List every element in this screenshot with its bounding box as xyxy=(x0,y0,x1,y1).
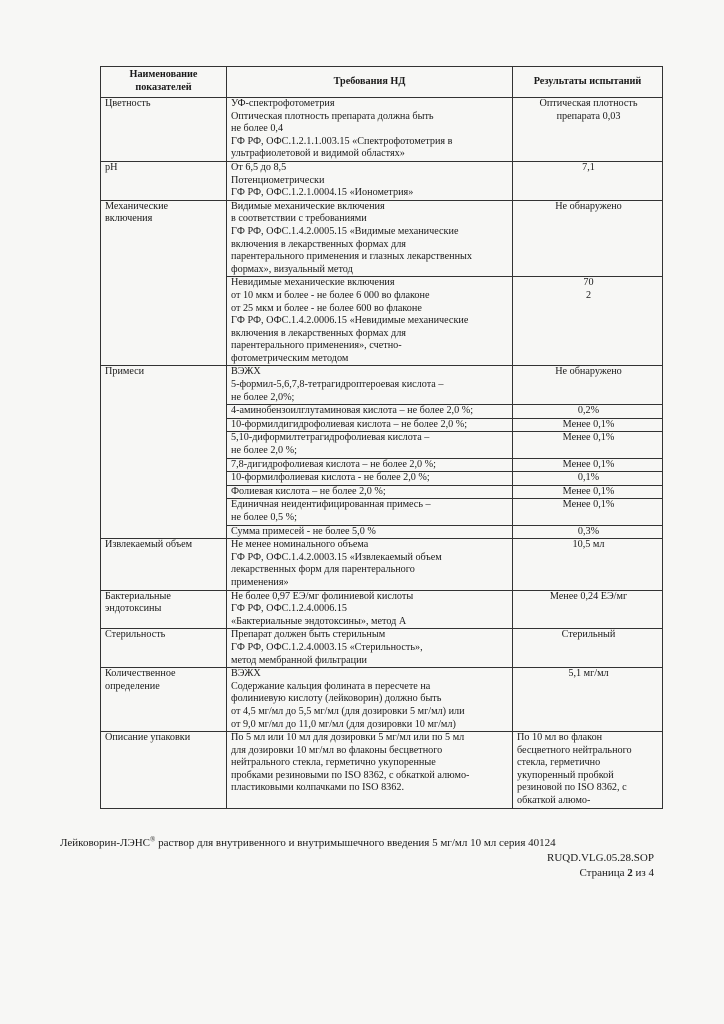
requirement-line: Оптическая плотность препарата должна быть xyxy=(231,110,434,122)
requirement-line: Единичная неидентифицированная примесь – xyxy=(231,499,431,511)
requirement-line: ГФ РФ, ОФС.1.2.1.1.003.15 «Спектрофотометрия в xyxy=(231,135,453,147)
page-number xyxy=(579,866,654,881)
result-cell xyxy=(513,499,663,525)
indicator-cell xyxy=(101,366,227,539)
requirement-cell xyxy=(227,590,513,629)
requirement-line: от 9,0 мг/мл до 11,0 мг/мл (для дозировки 10 мг/мл) xyxy=(231,718,456,730)
requirement-line: От 6,5 до 8,5 xyxy=(231,161,287,173)
requirement-line: Не более 0,97 ЕЭ/мг фолиниевой кислоты xyxy=(231,590,414,602)
result-line: Стерильный xyxy=(561,629,616,641)
result-line: 2 xyxy=(585,289,592,301)
indicator-cell xyxy=(101,161,227,200)
result-cell xyxy=(513,98,663,162)
requirement-line: Сумма примесей - не более 5,0 % xyxy=(231,525,376,537)
requirement-cell xyxy=(227,668,513,732)
requirement-line: не более 2,0%; xyxy=(231,391,295,403)
result-line: Менее 0,1% xyxy=(562,485,615,497)
requirement-line: Фолиевая кислота – не более 2,0 %; xyxy=(231,485,386,497)
requirement-cell xyxy=(227,98,513,162)
requirement-line: 10-формилфолиевая кислота - не более 2,0 %; xyxy=(231,472,430,484)
requirement-line: Невидимые механические включения xyxy=(231,277,395,289)
table-row xyxy=(101,539,663,590)
table-row xyxy=(101,732,663,809)
result-cell xyxy=(513,418,663,432)
requirement-cell xyxy=(227,629,513,668)
result-line: По 10 мл во флакон xyxy=(517,732,603,744)
requirement-line: не более 0,5 %; xyxy=(231,512,297,523)
indicator-line: Описание упаковки xyxy=(105,732,191,744)
requirement-line: ультрафиолетовой и видимой областях» xyxy=(231,148,405,160)
requirement-line: от 4,5 мг/мл до 5,5 мг/мл (для дозировки 5 мг/мл) или xyxy=(231,705,465,717)
requirement-line: ГФ РФ, ОФС.1.2.4.0003.15 «Стерильность», xyxy=(231,641,423,653)
indicator-line: Механические xyxy=(105,200,169,212)
requirement-line: ГФ РФ, ОФС.1.2.4.0006.15 xyxy=(231,603,348,615)
requirement-cell xyxy=(227,432,513,458)
requirement-line: формах», визуальный метод xyxy=(231,263,353,275)
requirement-line: 5,10-диформилтетрагидрофолиевая кислота – xyxy=(231,432,430,444)
requirement-line: ГФ РФ, ОФС.1.4.2.0003.15 «Извлекаемый объем xyxy=(231,551,442,563)
page-total: 4 xyxy=(648,867,654,879)
requirement-line: парентерального применения», счетно- xyxy=(231,340,402,352)
indicator-cell xyxy=(101,539,227,590)
requirement-cell xyxy=(227,200,513,277)
indicator-line: Извлекаемый объем xyxy=(105,539,193,551)
requirement-line: включения в лекарственных формах для xyxy=(231,238,406,250)
requirement-line: пробками резиновыми по ISO 8362, с обкаткой алюмо- xyxy=(231,769,470,781)
indicator-cell xyxy=(101,732,227,809)
result-cell xyxy=(513,366,663,405)
result-line: 70 xyxy=(583,277,594,289)
result-line: 7,1 xyxy=(582,161,595,173)
requirement-line: не более 2,0 %; xyxy=(231,445,297,457)
result-line: Менее 0,1% xyxy=(562,499,615,511)
requirement-cell xyxy=(227,732,513,809)
indicator-line: Цветность xyxy=(105,98,151,109)
requirement-line: ГФ РФ, ОФС.1.4.2.0005.15 «Видимые механические xyxy=(231,225,459,237)
result-line: 5,1 мг/мл xyxy=(568,668,609,680)
indicator-cell xyxy=(101,668,227,732)
product-description: раствор для внутривенного и внутримышечного введения 5 мг/мл 10 мл серия 40124 xyxy=(155,837,556,849)
requirement-line: Не менее номинального объема xyxy=(231,539,369,551)
requirement-cell xyxy=(227,499,513,525)
page-prefix: Страница xyxy=(579,867,628,879)
result-line: обкаткой алюмо- xyxy=(517,795,591,807)
header-requirements: Требования НД xyxy=(227,67,513,98)
requirement-line: ВЭЖХ xyxy=(231,366,261,378)
result-cell xyxy=(513,200,663,277)
result-cell xyxy=(513,525,663,539)
result-cell xyxy=(513,458,663,472)
table-row xyxy=(101,366,663,405)
table-row xyxy=(101,161,663,200)
requirement-cell xyxy=(227,366,513,405)
requirement-line: Потенциометрически xyxy=(231,174,325,186)
table-row xyxy=(101,590,663,629)
result-line: Менее 0,1% xyxy=(562,418,615,430)
requirement-line: не более 0,4 xyxy=(231,123,284,135)
requirement-cell xyxy=(227,472,513,486)
indicator-line: определение xyxy=(105,680,160,692)
indicator-line: Стерильность xyxy=(105,629,166,641)
product-line xyxy=(60,836,556,851)
table-row xyxy=(101,668,663,732)
result-line: бесцветного нейтрального xyxy=(517,744,632,756)
requirement-cell xyxy=(227,458,513,472)
result-line: Менее 0,1% xyxy=(562,432,615,444)
result-cell xyxy=(513,405,663,419)
indicator-line: Бактериальные xyxy=(105,590,171,602)
requirement-line: от 10 мкм и более - не более 6 000 во флаконе xyxy=(231,289,430,301)
requirement-cell xyxy=(227,485,513,499)
indicator-line: эндотоксины xyxy=(105,603,162,615)
result-line: 10,5 мл xyxy=(572,539,605,551)
requirement-cell xyxy=(227,539,513,590)
indicator-line: Количественное xyxy=(105,668,176,680)
indicator-cell xyxy=(101,200,227,366)
result-cell xyxy=(513,629,663,668)
result-line: Менее 0,24 ЕЭ/мг xyxy=(549,590,628,602)
requirement-cell xyxy=(227,405,513,419)
result-line: 0,3% xyxy=(577,525,600,537)
requirement-line: пластиковыми колпачками по ISO 8362. xyxy=(231,782,405,794)
result-line: 0,1% xyxy=(577,472,600,484)
requirement-line: ВЭЖХ xyxy=(231,668,261,680)
indicator-cell xyxy=(101,590,227,629)
result-line: 0,2% xyxy=(577,405,600,417)
table-row xyxy=(101,200,663,277)
indicator-cell xyxy=(101,98,227,162)
result-cell xyxy=(513,485,663,499)
requirement-line: включения в лекарственных формах для xyxy=(231,327,406,339)
requirement-line: 7,8-дигидрофолиевая кислота – не более 2,0 %; xyxy=(231,458,436,470)
spec-table xyxy=(100,66,663,809)
requirement-line: для дозировки 10 мг/мл во флаконы бесцветного xyxy=(231,744,443,756)
result-cell xyxy=(513,590,663,629)
requirement-cell xyxy=(227,525,513,539)
table-header-row xyxy=(101,67,663,98)
result-line: укупоренный пробкой xyxy=(517,769,614,781)
header-results: Результаты испытаний xyxy=(513,67,663,98)
requirement-line: метод мембранной фильтрации xyxy=(231,654,367,666)
result-line: Оптическая плотность xyxy=(539,98,638,109)
result-cell xyxy=(513,732,663,809)
result-line: препарата 0,03 xyxy=(556,110,621,122)
result-line: резиновой по ISO 8362, с xyxy=(517,782,627,794)
requirement-line: парентерального применения и глазных лекарственных xyxy=(231,251,472,263)
table-row xyxy=(101,98,663,162)
product-name: Лейковорин-ЛЭНС xyxy=(60,837,150,849)
document-code: RUQD.VLG.05.28.SOP xyxy=(547,852,654,864)
requirement-line: 10-формилдигидрофолиевая кислота – не более 2,0 %; xyxy=(231,418,468,430)
result-cell xyxy=(513,472,663,486)
requirement-line: 5-формил-5,6,7,8-тетрагидроптероевая кислота – xyxy=(231,379,444,391)
requirement-line: По 5 мл или 10 мл для дозировки 5 мг/мл или по 5 мл xyxy=(231,732,465,744)
requirement-line: ГФ РФ, ОФС.1.4.2.0006.15 «Невидимые механические xyxy=(231,315,469,327)
requirement-line: в соответствии с требованиями xyxy=(231,213,367,225)
table-row xyxy=(101,629,663,668)
registered-mark: ® xyxy=(150,835,156,844)
result-cell xyxy=(513,668,663,732)
requirement-line: применения» xyxy=(231,576,289,588)
result-cell xyxy=(513,539,663,590)
requirement-line: Содержание кальция фолината в пересчете на xyxy=(231,680,431,692)
result-cell xyxy=(513,161,663,200)
requirement-line: лекарственных форм для парентерального xyxy=(231,564,415,576)
requirement-cell xyxy=(227,277,513,366)
requirement-line: ГФ РФ, ОФС.1.2.1.0004.15 «Ионометрия» xyxy=(231,187,414,199)
page-middle: из xyxy=(632,867,649,879)
requirement-line: «Бактериальные эндотоксины», метод А xyxy=(231,615,407,627)
requirement-line: Видимые механические включения xyxy=(231,200,385,212)
indicator-cell xyxy=(101,629,227,668)
requirement-cell xyxy=(227,161,513,200)
requirement-line: 4-аминобензоилглутаминовая кислота – не более 2,0 %; xyxy=(231,405,474,417)
requirement-line: фотометрическим методом xyxy=(231,352,349,364)
requirement-line: Препарат должен быть стерильным xyxy=(231,629,386,641)
header-indicator: Наименование показателей xyxy=(101,67,227,98)
result-line: Не обнаружено xyxy=(555,366,622,378)
indicator-line: включения xyxy=(105,213,153,225)
indicator-line: Примеси xyxy=(105,366,145,378)
requirement-line: нейтрального стекла, герметично укупоренные xyxy=(231,757,436,769)
indicator-line: pH xyxy=(105,161,118,173)
result-line: Не обнаружено xyxy=(555,200,622,212)
result-cell xyxy=(513,277,663,366)
requirement-line: фолиниевую кислоту (лейковорин) должно быть xyxy=(231,693,442,705)
requirement-line: УФ-спектрофотометрия xyxy=(231,98,335,109)
requirement-cell xyxy=(227,418,513,432)
result-line: стекла, герметично xyxy=(517,757,601,769)
result-cell xyxy=(513,432,663,458)
requirement-line: от 25 мкм и более - не более 600 во флаконе xyxy=(231,302,422,314)
result-line: Менее 0,1% xyxy=(562,458,615,470)
page-current: 2 xyxy=(627,867,633,879)
